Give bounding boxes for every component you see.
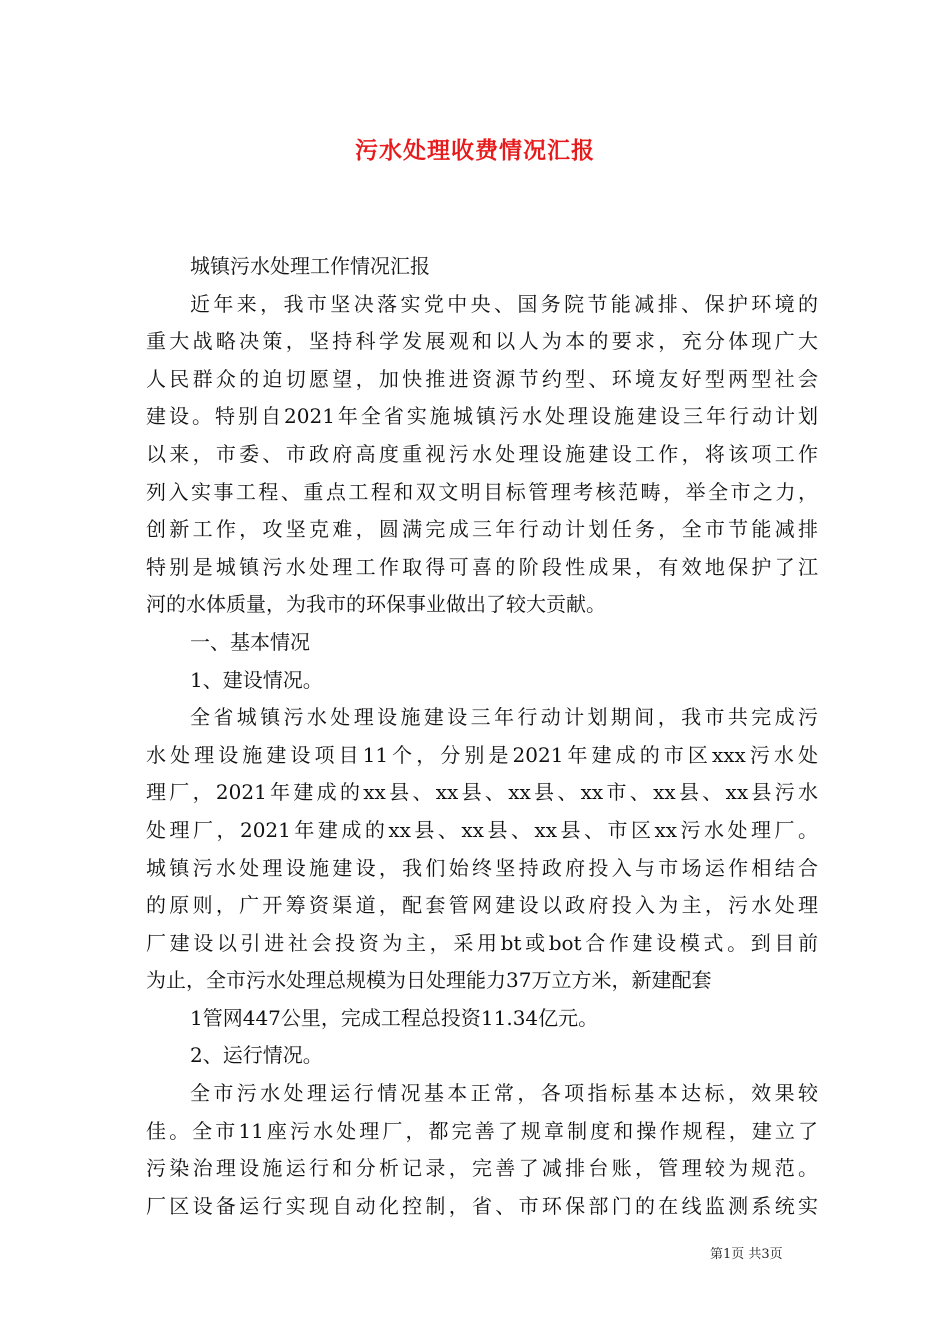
body-line: 为止，全市污水处理总规模为日处理能力37万立方米，新建配套: [146, 968, 712, 993]
body-line: 以来，市委、市政府高度重视污水处理设施建设工作，将该项工作: [146, 441, 818, 466]
body-line: 重大战略决策，坚持科学发展观和以人为本的要求，充分体现广大: [146, 329, 818, 354]
body-line: 创新工作，攻坚克难，圆满完成三年行动计划任务，全市节能减排: [146, 517, 818, 542]
body-line: 厂建设以引进社会投资为主，采用bt或bot合作建设模式。到目前: [146, 930, 818, 955]
body-line: 的原则，广开筹资渠道，配套管网建设以政府投入为主，污水处理: [146, 893, 818, 918]
document-title: 污水处理收费情况汇报: [355, 137, 595, 164]
body-line: 污染治理设施运行和分析记录，完善了减排台账，管理较为规范。: [146, 1156, 818, 1181]
document-body: [146, 248, 818, 1225]
body-line: 水处理设施建设项目11个，分别是2021年建成的市区xxx污水处: [146, 742, 818, 767]
body-line: 列入实事工程、重点工程和双文明目标管理考核范畴，举全市之力，: [146, 479, 818, 504]
body-line: 城镇污水处理工作情况汇报: [190, 254, 430, 278]
body-line: 近年来，我市坚决落实党中央、国务院节能减排、保护环境的: [190, 291, 818, 316]
body-line: 2、运行情况。: [190, 1043, 323, 1068]
body-line: 全省城镇污水处理设施建设三年行动计划期间，我市共完成污: [190, 705, 818, 730]
body-line: 厂区设备运行实现自动化控制，省、市环保部门的在线监测系统实: [146, 1193, 818, 1218]
body-line: 1管网447公里，完成工程总投资11.34亿元。: [190, 1005, 599, 1030]
body-line: 佳。全市11座污水处理厂，都完善了规章制度和操作规程，建立了: [146, 1118, 818, 1143]
body-line: 城镇污水处理设施建设，我们始终坚持政府投入与市场运作相结合: [146, 855, 818, 880]
body-line: 处理厂，2021年建成的xx县、xx县、xx县、市区xx污水处理厂。: [146, 817, 818, 842]
body-line: 全市污水处理运行情况基本正常，各项指标基本达标，效果较: [190, 1081, 818, 1106]
page-footer: 第1页 共3页: [710, 1247, 783, 1262]
body-line: 河的水体质量，为我市的环保事业做出了较大贡献。: [146, 592, 606, 617]
body-line: 1、建设情况。: [190, 667, 323, 692]
body-line: 建设。特别自2021年全省实施城镇污水处理设施建设三年行动计划: [146, 404, 818, 429]
body-line: 人民群众的迫切愿望，加快推进资源节约型、环境友好型两型社会: [146, 366, 818, 391]
body-line: 一、基本情况: [190, 629, 310, 654]
body-line: 特别是城镇污水处理工作取得可喜的阶段性成果，有效地保护了江: [146, 554, 818, 579]
body-line: 理厂，2021年建成的xx县、xx县、xx县、xx市、xx县、xx县污水: [146, 780, 818, 805]
